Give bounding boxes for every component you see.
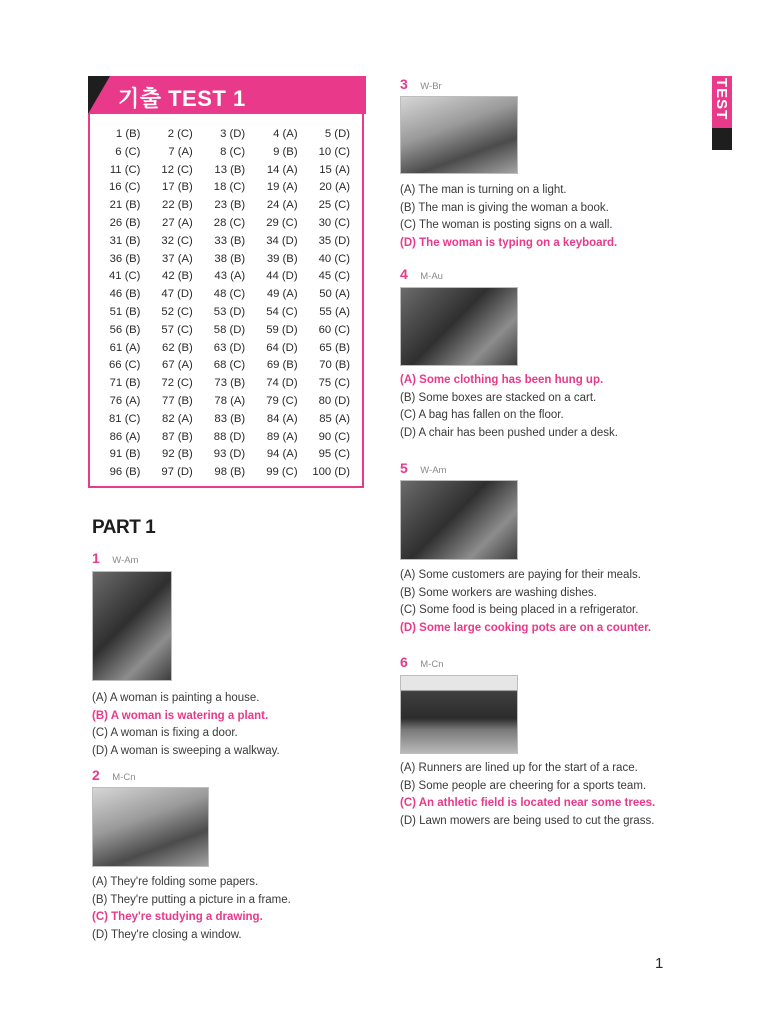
answer-option-correct: (D) Some large cooking pots are on a counter. — [400, 621, 652, 634]
answer-key-grid — [96, 126, 358, 482]
answer-cell: 83 (B) — [214, 412, 246, 425]
answer-cell: 23 (B) — [214, 199, 246, 212]
answer-cell: 72 (C) — [161, 377, 193, 390]
answer-cell: 56 (B) — [109, 323, 141, 336]
answer-option: (B) They're putting a picture in a frame. — [92, 893, 291, 906]
question-6-header — [400, 654, 443, 672]
answer-cell: 35 (D) — [318, 234, 350, 247]
answer-cell: 42 (B) — [162, 270, 193, 283]
answer-cell: 44 (D) — [266, 270, 298, 283]
question-3-photo — [400, 96, 518, 174]
question-number: 5 — [400, 460, 408, 476]
question-1-header — [92, 550, 138, 568]
question-6-photo — [400, 675, 518, 754]
answer-cell: 33 (B) — [214, 234, 246, 247]
answer-cell: 79 (C) — [266, 394, 298, 407]
answer-cell: 14 (A) — [266, 163, 298, 176]
answer-cell: 57 (C) — [161, 323, 193, 336]
answer-cell: 58 (D) — [213, 323, 246, 336]
answer-option: (A) The man is turning on a light. — [400, 184, 567, 196]
question-number: 2 — [92, 767, 100, 783]
answer-cell: 43 (A) — [214, 270, 246, 283]
question-number: 4 — [400, 266, 408, 282]
answer-option-correct: (D) The woman is typing on a keyboard. — [400, 236, 618, 249]
answer-cell: 29 (C) — [266, 216, 298, 229]
answer-option: (A) A woman is painting a house. — [92, 692, 260, 704]
answer-cell: 69 (B) — [266, 359, 298, 372]
answer-cell: 93 (D) — [213, 448, 246, 461]
answer-cell: 11 (C) — [109, 163, 141, 176]
answer-option: (D) A woman is sweeping a walkway. — [92, 744, 280, 757]
answer-cell: 13 (B) — [214, 163, 246, 176]
answer-cell: 98 (B) — [214, 466, 246, 479]
answer-cell: 76 (A) — [109, 394, 141, 407]
part-title: PART 1 — [92, 517, 156, 538]
speaker-voice: W-Am — [112, 555, 139, 566]
answer-cell: 24 (A) — [266, 199, 298, 212]
answer-cell: 53 (D) — [213, 305, 246, 318]
answer-cell: 31 (B) — [109, 234, 141, 247]
answer-option-correct: (C) An athletic field is located near some trees. — [400, 797, 656, 809]
answer-cell: 5 (D) — [324, 128, 350, 140]
answer-key-box — [88, 76, 364, 488]
question-number: 1 — [92, 550, 100, 566]
answer-cell: 38 (B) — [214, 252, 246, 265]
answer-cell: 50 (A) — [319, 288, 350, 301]
answer-cell: 71 (B) — [109, 377, 141, 390]
answer-cell: 7 (A) — [168, 145, 193, 158]
answer-key-title: 기출 TEST 1 — [118, 86, 246, 111]
answer-cell: 59 (D) — [266, 323, 298, 336]
answer-cell: 6 (C) — [115, 145, 141, 158]
speaker-voice: M-Cn — [420, 659, 444, 670]
answer-cell: 49 (A) — [266, 288, 298, 301]
answer-cell: 22 (B) — [162, 199, 193, 212]
section-tab — [712, 76, 732, 150]
answer-cell: 81 (C) — [109, 412, 141, 425]
answer-cell: 19 (A) — [266, 181, 298, 194]
answer-cell: 75 (C) — [318, 377, 350, 390]
answer-cell: 99 (C) — [266, 466, 298, 479]
answer-cell: 47 (D) — [161, 288, 193, 301]
answer-option: (A) They're folding some papers. — [92, 876, 259, 888]
answer-cell: 10 (C) — [318, 145, 350, 158]
answer-cell: 51 (B) — [109, 305, 141, 318]
answer-option: (B) The man is giving the woman a book. — [400, 201, 609, 214]
answer-cell: 66 (C) — [109, 359, 141, 372]
answer-cell: 77 (B) — [162, 394, 193, 407]
answer-cell: 46 (B) — [109, 288, 141, 301]
answer-option: (A) Some customers are paying for their meals. — [400, 569, 641, 581]
answer-option: (C) The woman is posting signs on a wall. — [400, 219, 613, 231]
answer-cell: 55 (A) — [319, 305, 350, 318]
answer-cell: 96 (B) — [109, 466, 141, 479]
question-5-header — [400, 460, 446, 478]
answer-option: (D) A chair has been pushed under a desk. — [400, 426, 619, 439]
section-tab-number-block — [712, 128, 732, 150]
answer-cell: 21 (B) — [109, 199, 141, 212]
page-number: 1 — [655, 955, 664, 972]
question-2-header — [92, 767, 135, 785]
answer-cell: 68 (C) — [213, 359, 246, 372]
section-tab-label: TEST — [713, 78, 730, 121]
answer-cell: 84 (A) — [266, 412, 298, 425]
answer-cell: 87 (B) — [162, 430, 193, 443]
speaker-voice: W-Br — [420, 81, 442, 92]
answer-cell: 92 (B) — [162, 448, 193, 461]
answer-cell: 88 (D) — [213, 430, 246, 443]
question-5-photo — [400, 480, 518, 560]
answer-cell: 30 (C) — [318, 216, 350, 229]
answer-cell: 32 (C) — [161, 234, 193, 247]
answer-option: (A) Runners are lined up for the start of a race. — [400, 762, 638, 774]
answer-cell: 17 (B) — [162, 181, 193, 194]
answer-option-correct: (A) Some clothing has been hung up. — [400, 374, 604, 386]
speaker-voice: W-Am — [420, 465, 447, 476]
answer-cell: 25 (C) — [318, 199, 350, 212]
answer-cell: 67 (A) — [162, 359, 193, 372]
answer-cell: 73 (B) — [214, 377, 246, 390]
question-number: 3 — [400, 76, 408, 92]
answer-cell: 89 (A) — [266, 430, 298, 443]
speaker-voice: M-Cn — [112, 772, 136, 783]
answer-cell: 52 (C) — [161, 305, 193, 318]
answer-cell: 95 (C) — [318, 448, 350, 461]
answer-cell: 60 (C) — [318, 323, 350, 336]
answer-option: (B) Some boxes are stacked on a cart. — [400, 391, 597, 404]
answer-cell: 39 (B) — [266, 252, 298, 265]
answer-cell: 4 (A) — [273, 128, 298, 140]
answer-cell: 36 (B) — [109, 252, 141, 265]
answer-option-correct: (B) A woman is watering a plant. — [92, 709, 269, 722]
answer-cell: 78 (A) — [214, 394, 246, 407]
answer-cell: 34 (D) — [266, 234, 298, 247]
answer-cell: 2 (C) — [167, 128, 193, 140]
answer-cell: 16 (C) — [109, 181, 141, 194]
answer-cell: 20 (A) — [319, 181, 350, 194]
answer-cell: 15 (A) — [319, 163, 350, 176]
answer-cell: 41 (C) — [109, 270, 141, 283]
answer-cell: 91 (B) — [109, 448, 141, 461]
answer-cell: 3 (D) — [220, 128, 246, 140]
answer-option: (C) A bag has fallen on the floor. — [400, 409, 564, 421]
answer-cell: 94 (A) — [266, 448, 298, 461]
answer-cell: 9 (B) — [273, 145, 298, 158]
answer-option: (D) Lawn mowers are being used to cut the grass. — [400, 814, 655, 827]
question-number: 6 — [400, 654, 408, 670]
answer-cell: 86 (A) — [109, 430, 141, 443]
question-4-header — [400, 266, 443, 284]
answer-option: (B) Some workers are washing dishes. — [400, 586, 597, 599]
answer-cell: 26 (B) — [109, 216, 141, 229]
answer-cell: 37 (A) — [162, 252, 193, 265]
question-2-photo — [92, 787, 209, 867]
answer-cell: 62 (B) — [162, 341, 193, 354]
answer-cell: 85 (A) — [319, 412, 350, 425]
answer-cell: 65 (B) — [319, 341, 350, 354]
answer-cell: 64 (D) — [266, 341, 298, 354]
answer-cell: 1 (B) — [115, 128, 141, 140]
answer-cell: 54 (C) — [266, 305, 298, 318]
answer-cell: 28 (C) — [213, 216, 246, 229]
answer-option: (B) Some people are cheering for a sports team. — [400, 779, 647, 792]
answer-option: (C) A woman is fixing a door. — [92, 727, 238, 739]
question-1-photo — [92, 571, 172, 681]
answer-cell: 40 (C) — [318, 252, 350, 265]
answer-option-correct: (C) They're studying a drawing. — [92, 911, 263, 923]
answer-cell: 74 (D) — [266, 377, 298, 390]
answer-key-header — [88, 76, 366, 114]
answer-cell: 8 (C) — [220, 145, 246, 158]
answer-cell: 45 (C) — [318, 270, 350, 283]
answer-option: (D) They're closing a window. — [92, 928, 242, 941]
answer-cell: 80 (D) — [318, 394, 350, 407]
answer-cell: 90 (C) — [318, 430, 350, 443]
question-3-header — [400, 76, 442, 94]
answer-cell: 27 (A) — [162, 216, 193, 229]
header-corner-notch — [88, 76, 110, 114]
answer-cell: 61 (A) — [109, 341, 141, 354]
answer-cell: 12 (C) — [161, 163, 193, 176]
answer-cell: 97 (D) — [161, 466, 193, 479]
answer-cell: 70 (B) — [319, 359, 350, 372]
answer-cell: 82 (A) — [162, 412, 193, 425]
question-4-photo — [400, 287, 518, 366]
answer-option: (C) Some food is being placed in a refrigerator. — [400, 604, 639, 616]
speaker-voice: M-Au — [420, 271, 443, 282]
answer-cell: 100 (D) — [312, 466, 350, 479]
answer-cell: 48 (C) — [213, 288, 246, 301]
answer-cell: 63 (D) — [213, 341, 246, 354]
answer-cell: 18 (C) — [213, 181, 246, 194]
